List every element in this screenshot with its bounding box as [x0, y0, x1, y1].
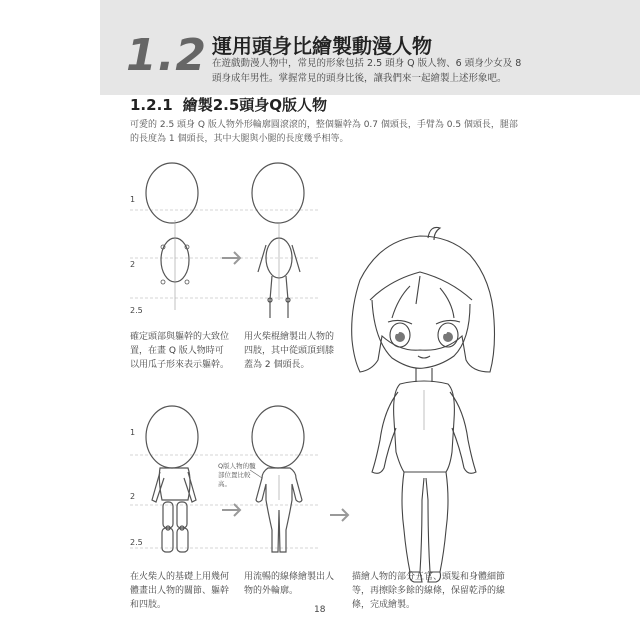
- chapter-number: 1.2: [126, 30, 207, 81]
- caption-step4: 用流暢的線條繪製出人物的外輪廓。: [244, 572, 335, 596]
- ruler-label-bottom-2-5: 2.5: [130, 538, 143, 547]
- section-description: 可愛的 2.5 頭身 Q 版人物外形輪廓圓滾滾的，整個軀幹為 0.7 個頭長，手臂為 0.5 個頭長，腿部的長度為 1 個頭長，其中大腿與小腿的長度幾乎相等。: [130, 120, 518, 144]
- ruler-label-top-1: 1: [130, 195, 136, 204]
- chapter-intro: 在遊戲動漫人物中，常見的形象包括 2.5 頭身 Q 版人物、6 頭身少女及 8 頭身成年男性。掌握常見的頭身比後，讓我們來一起繪製上述形象吧。: [212, 58, 522, 84]
- ruler-label-bottom-2: 2: [130, 492, 136, 501]
- section-title: 繪製2.5頭身Q版人物: [182, 96, 328, 114]
- step2-figure: [252, 163, 304, 318]
- chapter-title: 運用頭身比繪製動漫人物: [212, 34, 432, 58]
- page-number: 18: [314, 605, 326, 615]
- caption-step1: 確定頭部與軀幹的大致位置，在畫 Q 版人物時可以用瓜子形來表示軀幹。: [130, 332, 230, 370]
- final-figure: [352, 227, 495, 582]
- step3-figure: [146, 406, 198, 552]
- arrow-2: [222, 504, 240, 516]
- section-number: 1.2.1: [130, 96, 173, 114]
- ruler-label-bottom-1: 1: [130, 428, 136, 437]
- caption-step2: 用火柴棍繪製出人物的四肢，其中從頭頂到膝蓋為 2 個頭長。: [244, 332, 335, 370]
- arrow-3: [330, 509, 348, 521]
- ruler-label-top-2-5: 2.5: [130, 306, 143, 315]
- step1-figure: [146, 163, 198, 310]
- arrow-1: [222, 252, 240, 264]
- ruler-label-top-2: 2: [130, 260, 136, 269]
- caption-step5: 描繪人物的部分五官、頭髮和身體細節等，再擦除多餘的線條，保留乾淨的線條，完成繪製。: [352, 572, 506, 610]
- caption-step3: 在火柴人的基礎上用幾何體畫出人物的關節、軀幹和四肢。: [130, 572, 230, 610]
- hip-annotation: Q版人物的髖部位置比較高。: [218, 462, 256, 488]
